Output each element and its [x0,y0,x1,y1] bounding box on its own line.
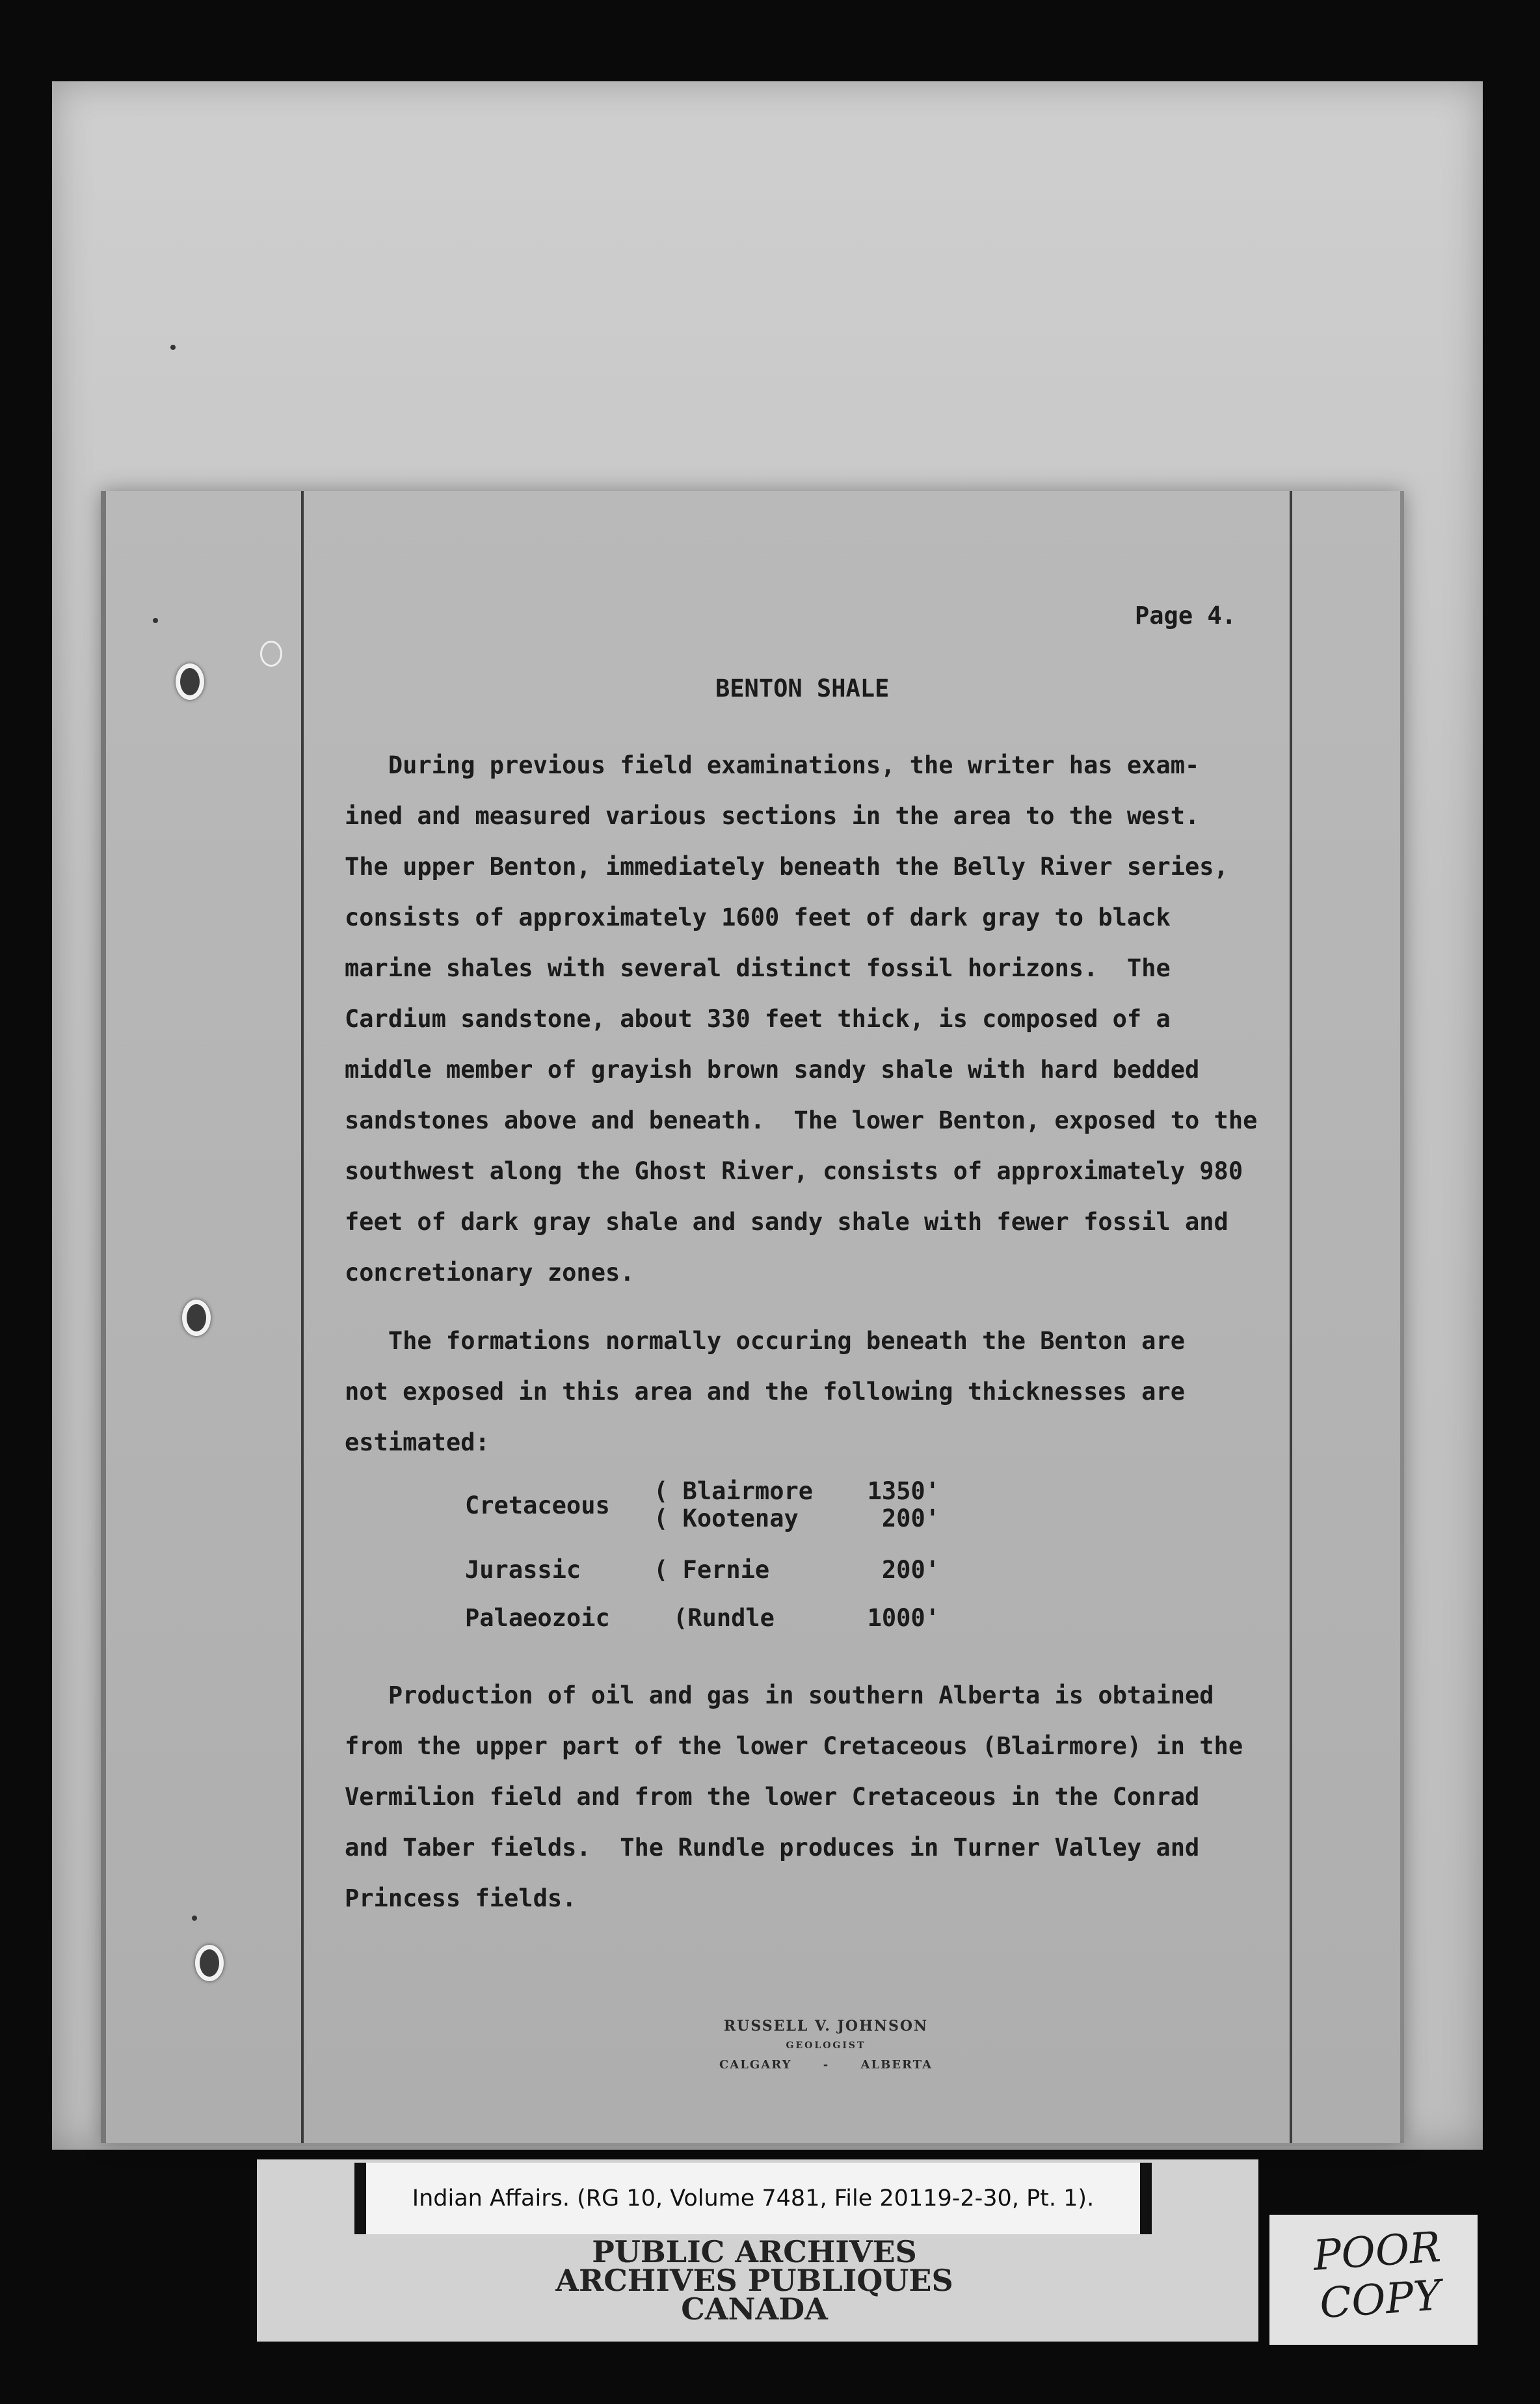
text-line: During previous field examinations, the writer has exam- [345,751,1200,779]
formation-name: (Rundle [673,1604,775,1632]
handwritten-line: POOR [1311,2223,1442,2280]
text-line: concretionary zones. [345,1259,635,1287]
text-line: estimated: [345,1428,490,1456]
text-line: from the upper part of the lower Cretaceous (Blairmore) in the [345,1732,1243,1760]
period-label: Jurassic [465,1556,581,1584]
text-line: middle member of grayish brown sandy shale with hard bedded [345,1056,1200,1084]
text-line: and Taber fields. The Rundle produces in Turner Valley and [345,1834,1200,1862]
letterhead-city: CALGARY - ALBERTA [719,2058,933,2072]
handwritten-poor-copy-note [1288,2222,1470,2330]
punch-hole-middle [182,1300,211,1336]
text-line: Production of oil and gas in southern Alberta is obtained [345,1681,1214,1709]
period-label: Cretaceous [465,1491,610,1519]
section-title: BENTON SHALE [715,674,890,702]
paper-speck [192,1916,197,1921]
left-margin-rule [301,491,304,2143]
text-line: southwest along the Ghost River, consists of approximately 980 [345,1157,1243,1185]
punch-hole-bottom [195,1945,224,1981]
formation-name: ( Kootenay [654,1504,799,1532]
formation-name: ( Blairmore [654,1477,814,1505]
text-line: The upper Benton, immediately beneath the Belly River series, [345,853,1228,881]
formation-thickness: 1350' [867,1477,940,1505]
inner-paper-sheet [101,491,1404,2143]
period-label: Palaeozoic [465,1604,610,1632]
formation-name: ( Fernie [654,1556,770,1584]
formation-thickness: 1000' [867,1604,940,1632]
text-line: marine shales with several distinct fossil horizons. The [345,954,1171,982]
letterhead-name: RUSSELL V. JOHNSON [723,2018,929,2035]
page-number: Page 4. [1135,602,1236,630]
text-line: feet of dark gray shale and sandy shale with fewer fossil and [345,1208,1228,1236]
text-line: Vermilion field and from the lower Cretaceous in the Conrad [345,1783,1200,1811]
text-line: Princess fields. [345,1884,577,1912]
stamp-line: ARCHIVES PUBLIQUES [555,2263,953,2298]
punch-hole-outline [260,641,282,667]
public-archives-stamp [488,2234,1021,2327]
formation-thickness: 200' [881,1556,940,1584]
text-line: sandstones above and beneath. The lower Benton, exposed to the [345,1106,1258,1134]
handwritten-line: COPY [1318,2271,1443,2329]
punch-hole-top [176,663,204,700]
text-line: Cardium sandstone, about 330 feet thick, is composed of a [345,1005,1171,1033]
text-line: The formations normally occuring beneath the Benton are [345,1327,1186,1355]
letterhead-title: GEOLOGIST [786,2040,866,2051]
stamp-line: PUBLIC ARCHIVES [592,2234,917,2269]
archive-reference-label: Indian Affairs. (RG 10, Volume 7481, File 20119-2-30, Pt. 1). [354,2163,1152,2234]
formation-thickness: 200' [881,1504,940,1532]
paper-speck [170,345,176,350]
text-line: not exposed in this area and the following thicknesses are [345,1378,1186,1406]
right-margin-rule [1290,491,1292,2143]
text-line: consists of approximately 1600 feet of dark gray to black [345,903,1171,931]
text-line: ined and measured various sections in the area to the west. [345,802,1200,830]
paper-speck [153,618,158,623]
geologist-letterhead [689,2016,962,2075]
stamp-line: CANADA [681,2291,828,2327]
